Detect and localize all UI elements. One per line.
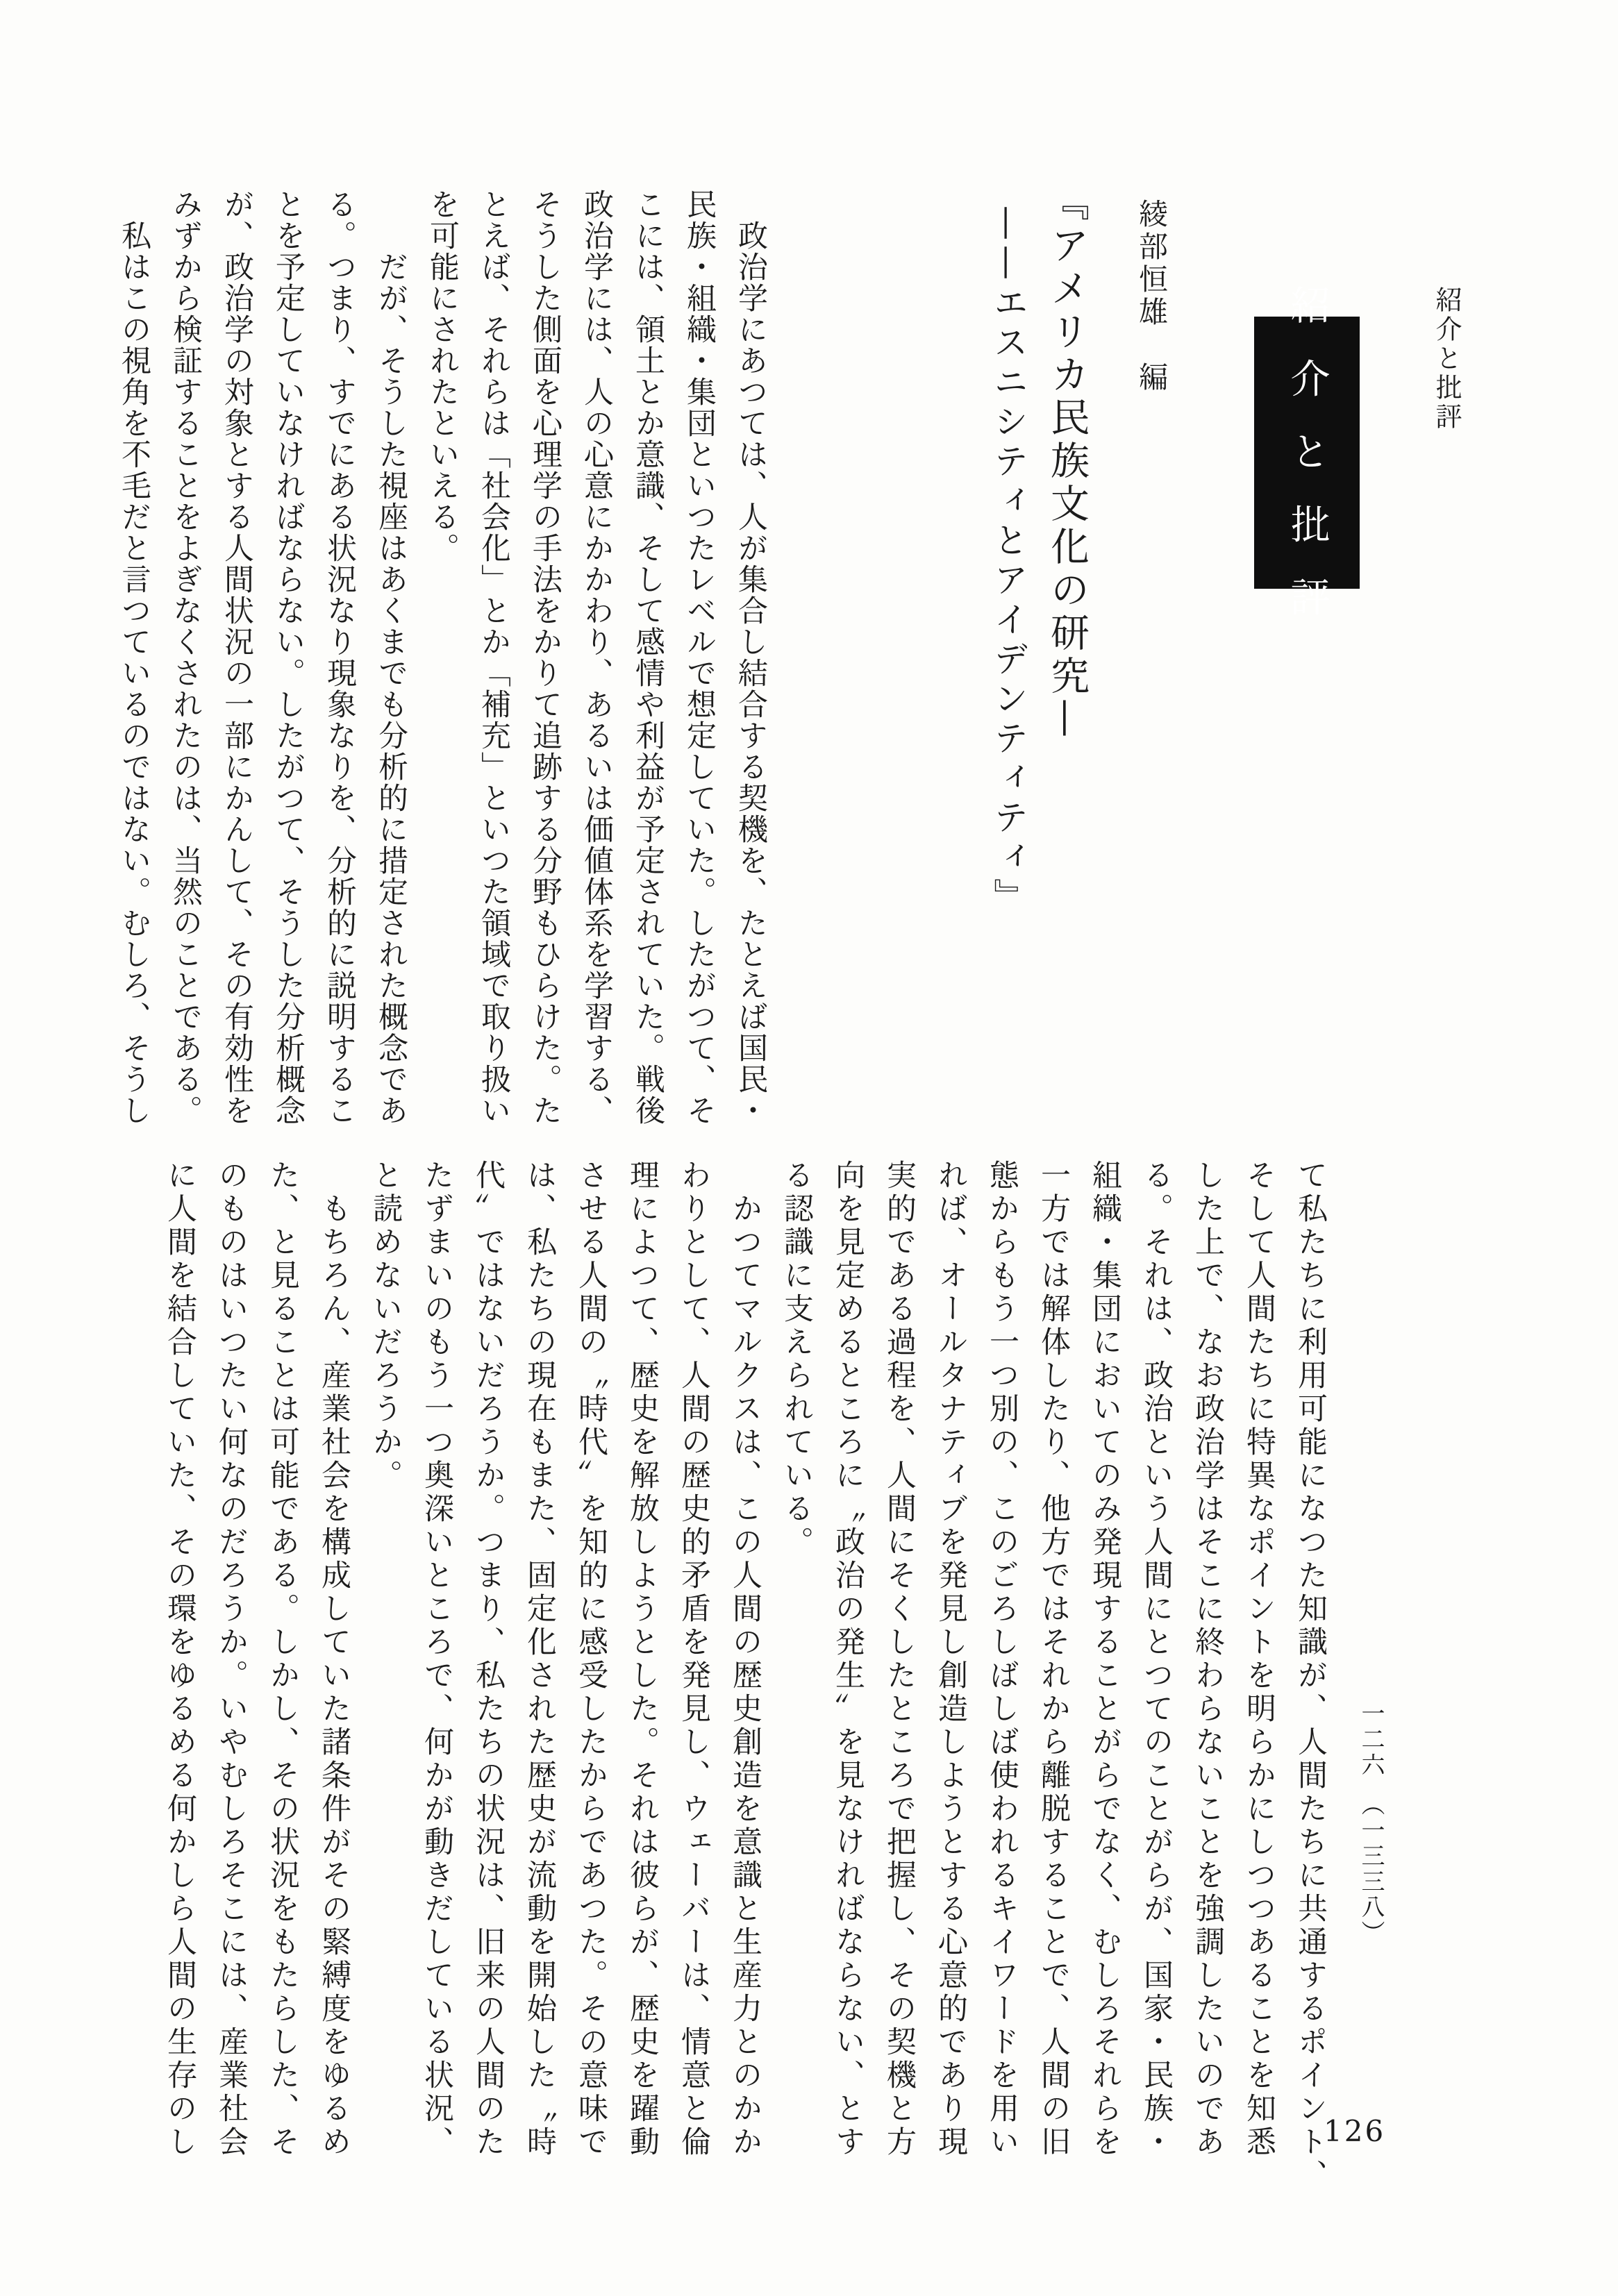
- page-number-kanji: 一二六 （一三三八）: [1357, 1701, 1385, 1946]
- text-column: は、私たちの現在もまた、固定化された歴史が流動を開始した〝時: [522, 1159, 557, 2159]
- text-column: わりとして、人間の歴史的矛盾を発見し、ウェーバーは、情意と倫: [676, 1159, 711, 2159]
- text-column: 代〟ではないだろうか。つまり、私たちの状況は、旧来の人間のた: [471, 1159, 506, 2159]
- text-column: れば、オールタナティブを発見し創造しようとする心意的であり現: [933, 1159, 968, 2159]
- text-column: こには、領土とか意識、そして感情や利益が予定されていた。戦後: [631, 189, 665, 1126]
- text-column: る認識に支えられている。: [779, 1159, 814, 1559]
- text-column: 一方では解体したり、他方ではそれから離脱することで、人間の旧: [1036, 1159, 1071, 2159]
- text-column: たずまいのもう一つ奥深いところで、何かが動きだしている状況、: [419, 1159, 454, 2159]
- section-title-label: 紹 介 と 批 評: [1284, 284, 1330, 627]
- text-column: 政治学にあつては、人が集合し結合する契機を、たとえば国民・: [733, 189, 768, 1126]
- text-column: と読めないだろうか。: [368, 1159, 403, 1493]
- body-text-upper-block: [108, 189, 776, 1128]
- text-column: 民族・組織・集団といつたレベルで想定していた。したがつて、そ: [682, 189, 717, 1126]
- text-column: 態からもう一つ別の、このごろしばしば使われるキイワードを用い: [985, 1159, 1019, 2159]
- text-column: が、政治学の対象とする人間状況の一部にかんして、その有効性を: [219, 189, 254, 1126]
- text-column: 理によつて、歴史を解放しようとした。それは彼らが、歴史を躍動: [625, 1159, 660, 2159]
- text-column: させる人間の〝時代〟を知的に感受したからであつた。その意味で: [574, 1159, 608, 2159]
- text-column: 向を見定めるところに〝政治の発生〟を見なければならない、とす: [831, 1159, 865, 2159]
- section-title-box: [1254, 284, 1360, 627]
- book-subtitle: ——エスニシティとアイデンティティ』: [988, 206, 1028, 918]
- text-column: 実的である過程を、人間にそくしたところで把握し、その契機と方: [882, 1159, 917, 2159]
- page-number: 126: [1324, 2114, 1386, 2148]
- text-column: そして人間たちに特異なポイントを明らかにしつつあることを知悉: [1242, 1159, 1276, 2159]
- text-column: を可能にされたといえる。: [425, 189, 460, 564]
- text-column: とを予定していなければならない。したがつて、そうした分析概念: [271, 189, 306, 1126]
- text-column: 私はこの視角を不毛だと言つているのではない。むしろ、そうし: [117, 189, 151, 1126]
- text-column: のものはいつたい何なのだろうか。いやむしろそこには、産業社会: [214, 1159, 249, 2159]
- text-column: 政治学には、人の心意にかかわり、あるいは価値体系を学習する、: [579, 189, 614, 1126]
- text-column: そうした側面を心理学の手法をかりて追跡する分野もひらけた。た: [528, 189, 562, 1126]
- text-column: かつてマルクスは、この人間の歴史創造を意識と生産力とのかか: [728, 1159, 762, 2159]
- editor-name: 綾部恒雄 編: [1135, 199, 1169, 394]
- text-column: て私たちに利用可能になつた知識が、人間たちに共通するポイント、: [1293, 1159, 1328, 2193]
- text-column: た、と見ることは可能である。しかし、その状況をもたらした、そ: [265, 1159, 300, 2159]
- body-text-lower-block: [154, 1159, 1336, 2193]
- running-head: 紹介と批評: [1431, 286, 1462, 432]
- text-column: みずから検証することをよぎなくされたのは、当然のことである。: [168, 189, 203, 1126]
- text-column: る。それは、政治という人間にとつてのことがらが、国家・民族・: [1139, 1159, 1174, 2159]
- text-column: した上で、なお政治学はそこに終わらないことを強調したいのであ: [1190, 1159, 1225, 2159]
- text-column: 組織・集団においてのみ発現することがらでなく、むしろそれらを: [1087, 1159, 1122, 2159]
- text-column: る。つまり、すでにある状況なり現象なりを、分析的に説明するこ: [322, 189, 357, 1126]
- text-column: だが、そうした視座はあくまでも分析的に措定された概念であ: [374, 189, 408, 1126]
- text-column: に人間を結合していた、その環をゆるめる何かしら人間の生存のし: [162, 1159, 197, 2159]
- text-column: とえば、それらは「社会化」とか「補充」といつた領域で取り扱い: [476, 189, 511, 1126]
- text-column: もちろん、産業社会を構成していた諸条件がその緊縛度をゆるめ: [317, 1159, 351, 2159]
- book-title: 『アメリカ民族文化の研究—: [1044, 182, 1090, 741]
